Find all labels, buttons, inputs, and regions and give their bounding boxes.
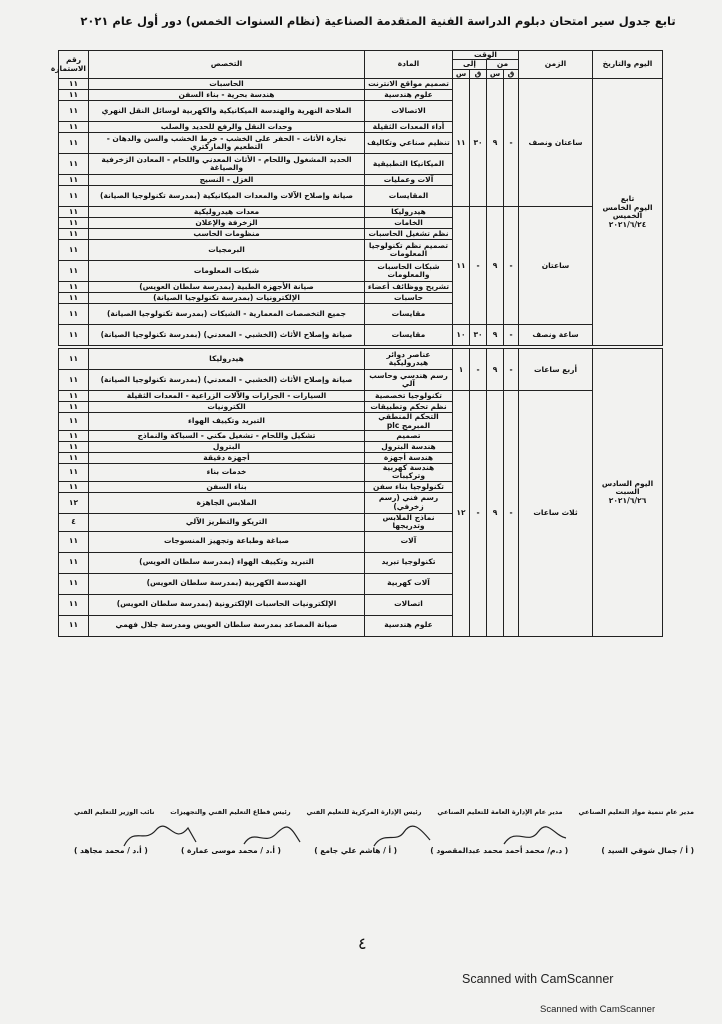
scanner-watermark-small: Scanned with CamScanner xyxy=(540,1004,656,1015)
header-to-minute: ق xyxy=(470,69,487,78)
form-no-cell: ١١ xyxy=(59,370,89,391)
header-subject: المادة xyxy=(365,51,453,79)
day-label: اليوم الخامس xyxy=(602,202,653,212)
specialty-cell: صباغة وطباعة وتجهيز المنسوجات xyxy=(89,531,365,552)
subject-cell: تصميم مواقع الانترنت xyxy=(365,79,453,90)
to-hour-cell: ١٢ xyxy=(453,391,470,636)
table-row xyxy=(59,347,663,370)
signature-name: ( أ / هاشم علي جامع ) xyxy=(314,846,398,855)
form-no-cell: ١١ xyxy=(59,481,89,492)
subject-cell: نماذج الملابس وتدريجها xyxy=(365,513,453,531)
day-label: تابع xyxy=(620,194,635,204)
form-no-cell: ١١ xyxy=(59,442,89,453)
to-minute-cell: ٣٠ xyxy=(470,325,487,348)
header-specialty: التخصص xyxy=(89,51,365,79)
form-no-cell: ١١ xyxy=(59,304,89,325)
form-no-cell: ١١ xyxy=(59,240,89,261)
form-no-cell: ١١ xyxy=(59,293,89,304)
form-no-cell: ١١ xyxy=(59,133,89,154)
from-minute-cell: - xyxy=(504,207,519,325)
form-no-cell: ١١ xyxy=(59,154,89,175)
subject-cell: تكنولوجيا بناء سفن xyxy=(365,481,453,492)
signature-title: رئيس الإدارة المركزية للتعليم الفني xyxy=(306,808,422,816)
form-no-cell: ١١ xyxy=(59,79,89,90)
signature-title: رئيس قطاع التعليم الفني والتجهيزات xyxy=(170,808,291,816)
table-row xyxy=(59,325,663,348)
duration-cell: ساعة ونصف xyxy=(519,325,593,348)
subject-cell: الميكانيكا التطبيقية xyxy=(365,154,453,175)
table-row xyxy=(59,391,663,402)
subject-cell: رسم هندسي وحاسب آلي xyxy=(365,370,453,391)
header-from: من xyxy=(487,60,519,69)
to-minute-cell: - xyxy=(470,347,487,391)
signature-name: ( أ.د / محمد موسى عمارة ) xyxy=(180,846,281,855)
subject-cell: مقايسات xyxy=(365,304,453,325)
subject-cell: التحكم المنطقي المبرمج plc xyxy=(365,413,453,431)
day-date: ٢٠٢١/٦/٢٦ xyxy=(608,495,647,505)
subject-cell: اتصالات xyxy=(365,594,453,615)
subject-cell: هندسة أجهزة xyxy=(365,453,453,464)
specialty-cell: تشكيل واللحام - تشغيل مكني - السباكة والنماذج xyxy=(89,431,365,442)
subject-cell: الاتصالات xyxy=(365,101,453,122)
duration-cell: ساعتان ونصف xyxy=(519,79,593,207)
specialty-cell: نجارة الأثاث - الحفر على الخشب - خرط الخشب والسن والدهان - التطعيم والماركتري xyxy=(89,133,365,154)
subject-cell: علوم هندسية xyxy=(365,615,453,636)
header-duration: الزمن xyxy=(519,51,593,79)
day-cell xyxy=(593,79,663,348)
form-no-cell: ١١ xyxy=(59,122,89,133)
day-label: اليوم السادس xyxy=(601,478,654,488)
signature-name: ( أ / جمال شوقي السيد ) xyxy=(601,846,694,855)
subject-cell: هيدروليكا xyxy=(365,207,453,218)
to-minute-cell: - xyxy=(470,207,487,325)
specialty-cell: صيانة وإصلاح الأثاث (الخشبي - المعدني) (بمدرسة تكنولوجيا الصيانة) xyxy=(89,370,365,391)
form-no-cell: ١١ xyxy=(59,431,89,442)
signature-title: نائب الوزير للتعليم الفني xyxy=(74,808,155,816)
form-no-cell: ١١ xyxy=(59,615,89,636)
form-no-cell: ١١ xyxy=(59,464,89,482)
header-to-hour: س xyxy=(453,69,470,78)
to-minute-cell: - xyxy=(470,391,487,636)
signature-titles xyxy=(74,808,694,816)
scanner-watermark: Scanned with CamScanner xyxy=(462,972,614,986)
header-row xyxy=(59,51,663,60)
signature-names xyxy=(74,846,694,855)
specialty-cell: التبريد وتكييف الهواء (بمدرسة سلطان العويس) xyxy=(89,552,365,573)
specialty-cell: صيانة المصاعد بمدرسة سلطان العويس ومدرسة جلال فهمي xyxy=(89,615,365,636)
specialty-cell: جميع التخصصات المعمارية - الشبكات (بمدرسة تكنولوجيا الصيانة) xyxy=(89,304,365,325)
to-minute-cell: ٣٠ xyxy=(470,79,487,207)
duration-cell: أربع ساعات xyxy=(519,347,593,391)
specialty-cell: صيانة الأجهزة الطبية (بمدرسة سلطان العويس) xyxy=(89,282,365,293)
specialty-cell: الحديد المشغول واللحام - الأثاث المعدني واللحام - المعادن الزخرفية والصياغة xyxy=(89,154,365,175)
subject-cell: آلات وعمليات xyxy=(365,175,453,186)
day-date: ٢٠٢١/٦/٢٤ xyxy=(608,219,647,229)
specialty-cell: بناء السفن xyxy=(89,481,365,492)
form-no-cell: ١١ xyxy=(59,347,89,370)
header-to: إلى xyxy=(453,60,487,69)
to-hour-cell: ١١ xyxy=(453,207,470,325)
form-no-cell: ١١ xyxy=(59,413,89,431)
specialty-cell: البرمجيات xyxy=(89,240,365,261)
specialty-cell: البترول xyxy=(89,442,365,453)
subject-cell: هندسة البترول xyxy=(365,442,453,453)
subject-cell: آلات كهربية xyxy=(365,573,453,594)
specialty-cell: الزخرفة والإعلان xyxy=(89,218,365,229)
specialty-cell: أجهزة دقيقة xyxy=(89,453,365,464)
subject-cell: هندسة كهربية وتركيبات xyxy=(365,464,453,482)
subject-cell: تكنولوجيا تبريد xyxy=(365,552,453,573)
form-no-cell: ١١ xyxy=(59,391,89,402)
form-no-cell: ٤ xyxy=(59,513,89,531)
signature-name: ( أ.د / محمد مجاهد ) xyxy=(74,846,148,855)
day-label: الخميس xyxy=(612,211,643,221)
from-minute-cell: - xyxy=(504,391,519,636)
subject-cell: تشريح ووظائف أعضاء xyxy=(365,282,453,293)
to-hour-cell: ١١ xyxy=(453,79,470,207)
to-hour-cell: ١ xyxy=(453,347,470,391)
form-no-cell: ١١ xyxy=(59,453,89,464)
subject-cell: تصميم xyxy=(365,431,453,442)
specialty-cell: الغزل - النسيج xyxy=(89,175,365,186)
form-no-cell: ١١ xyxy=(59,282,89,293)
page-number: ٤ xyxy=(358,934,367,953)
subject-cell: علوم هندسية xyxy=(365,90,453,101)
from-hour-cell: ٩ xyxy=(487,79,504,207)
header-day-date: اليوم والتاريخ xyxy=(593,51,663,79)
header-from-minute: ق xyxy=(504,69,519,78)
form-no-cell: ١١ xyxy=(59,175,89,186)
specialty-cell: الإلكترونيات (بمدرسة تكنولوجيا الصيانة) xyxy=(89,293,365,304)
form-no-cell: ١٢ xyxy=(59,492,89,513)
subject-cell: شبكات الحاسبات والمعلومات xyxy=(365,261,453,282)
from-hour-cell: ٩ xyxy=(487,347,504,391)
subject-cell: أداء المعدات الثقيلة xyxy=(365,122,453,133)
specialty-cell: هندسة بحرية - بناء السفن xyxy=(89,90,365,101)
form-no-cell: ١١ xyxy=(59,402,89,413)
specialty-cell: صيانة وإصلاح الأثاث (الخشبي - المعدني) (بمدرسة تكنولوجيا الصيانة) xyxy=(89,325,365,348)
specialty-cell: الملاحة النهرية والهندسة الميكانيكية والكهربية لوسائل النقل النهري xyxy=(89,101,365,122)
from-minute-cell: - xyxy=(504,347,519,391)
form-no-cell: ١١ xyxy=(59,218,89,229)
specialty-cell: الهندسة الكهربية (بمدرسة سلطان العويس) xyxy=(89,573,365,594)
form-no-cell: ١١ xyxy=(59,552,89,573)
form-no-cell: ١١ xyxy=(59,594,89,615)
subject-cell: مقايسات xyxy=(365,325,453,348)
specialty-cell: هيدروليكا xyxy=(89,347,365,370)
subject-cell: المقايسات xyxy=(365,186,453,207)
signature-title: مدير عام الإدارة العامة للتعليم الصناعي xyxy=(437,808,563,816)
specialty-cell: معدات هيدروليكية xyxy=(89,207,365,218)
subject-cell: نظم تحكم وتطبيقات xyxy=(365,402,453,413)
form-no-cell: ١١ xyxy=(59,573,89,594)
specialty-cell: الإلكترونيات الحاسبات الإلكترونية (بمدرسة سلطان العويس) xyxy=(89,594,365,615)
form-no-cell: ١١ xyxy=(59,186,89,207)
table-row xyxy=(59,79,663,90)
form-no-cell: ١١ xyxy=(59,101,89,122)
from-minute-cell: - xyxy=(504,325,519,348)
day-cell xyxy=(593,347,663,636)
from-minute-cell: - xyxy=(504,79,519,207)
signature-name: ( د.م/ محمد أحمد محمد عبدالمقصود ) xyxy=(430,846,569,855)
from-hour-cell: ٩ xyxy=(487,207,504,325)
specialty-cell: وحدات النقل والرفع للحديد والصلب xyxy=(89,122,365,133)
header-time: الوقت xyxy=(453,51,519,60)
specialty-cell: الكترونيات xyxy=(89,402,365,413)
subject-cell: تنظيم صناعي وتكاليف xyxy=(365,133,453,154)
specialty-cell: خدمات بناء xyxy=(89,464,365,482)
day-label: السبت xyxy=(615,487,640,497)
subject-cell: تكنولوجيا تخصصية xyxy=(365,391,453,402)
duration-cell: ساعتان xyxy=(519,207,593,325)
subject-cell: آلات xyxy=(365,531,453,552)
subject-cell: نظم تشغيل الحاسبات xyxy=(365,229,453,240)
specialty-cell: التبريد وتكييف الهواء xyxy=(89,413,365,431)
subject-cell: رسم فني (رسم زخرفي) xyxy=(365,492,453,513)
form-no-cell: ١١ xyxy=(59,325,89,348)
specialty-cell: شبكات المعلومات xyxy=(89,261,365,282)
subject-cell: تصميم نظم تكنولوجيا المعلومات xyxy=(365,240,453,261)
form-no-cell: ١١ xyxy=(59,229,89,240)
page-title: تابع جدول سير امتحان دبلوم الدراسة الفنية المتقدمة الصناعية (نظام السنوات الخمس) دور أول عام ٢٠٢١ xyxy=(80,14,676,28)
to-hour-cell: ١٠ xyxy=(453,325,470,348)
form-no-cell: ١١ xyxy=(59,531,89,552)
specialty-cell: صيانة وإصلاح الآلات والمعدات الميكانيكية (بمدرسة تكنولوجيا الصيانة) xyxy=(89,186,365,207)
form-no-cell: ١١ xyxy=(59,261,89,282)
header-from-hour: س xyxy=(487,69,504,78)
from-hour-cell: ٩ xyxy=(487,325,504,348)
form-no-cell: ١١ xyxy=(59,90,89,101)
from-hour-cell: ٩ xyxy=(487,391,504,636)
specialty-cell: التريكو والتطريز الآلي xyxy=(89,513,365,531)
header-form-no: رقم الاستمارة xyxy=(59,51,89,79)
specialty-cell: السيارات - الجرارات والآلات الزراعية - المعدات الثقيلة xyxy=(89,391,365,402)
duration-cell: ثلاث ساعات xyxy=(519,391,593,636)
specialty-cell: الحاسبات xyxy=(89,79,365,90)
form-no-cell: ١١ xyxy=(59,207,89,218)
subject-cell: الخامات xyxy=(365,218,453,229)
exam-schedule-table xyxy=(50,50,663,637)
document-page xyxy=(44,0,712,1024)
signature-title: مدير عام تنمية مواد التعليم الصناعي xyxy=(578,808,694,816)
table-row xyxy=(59,207,663,218)
specialty-cell: منظومات الحاسب xyxy=(89,229,365,240)
specialty-cell: الملابس الجاهزة xyxy=(89,492,365,513)
subject-cell: حاسبات xyxy=(365,293,453,304)
subject-cell: عناصر دوائر هيدروليكية xyxy=(365,347,453,370)
